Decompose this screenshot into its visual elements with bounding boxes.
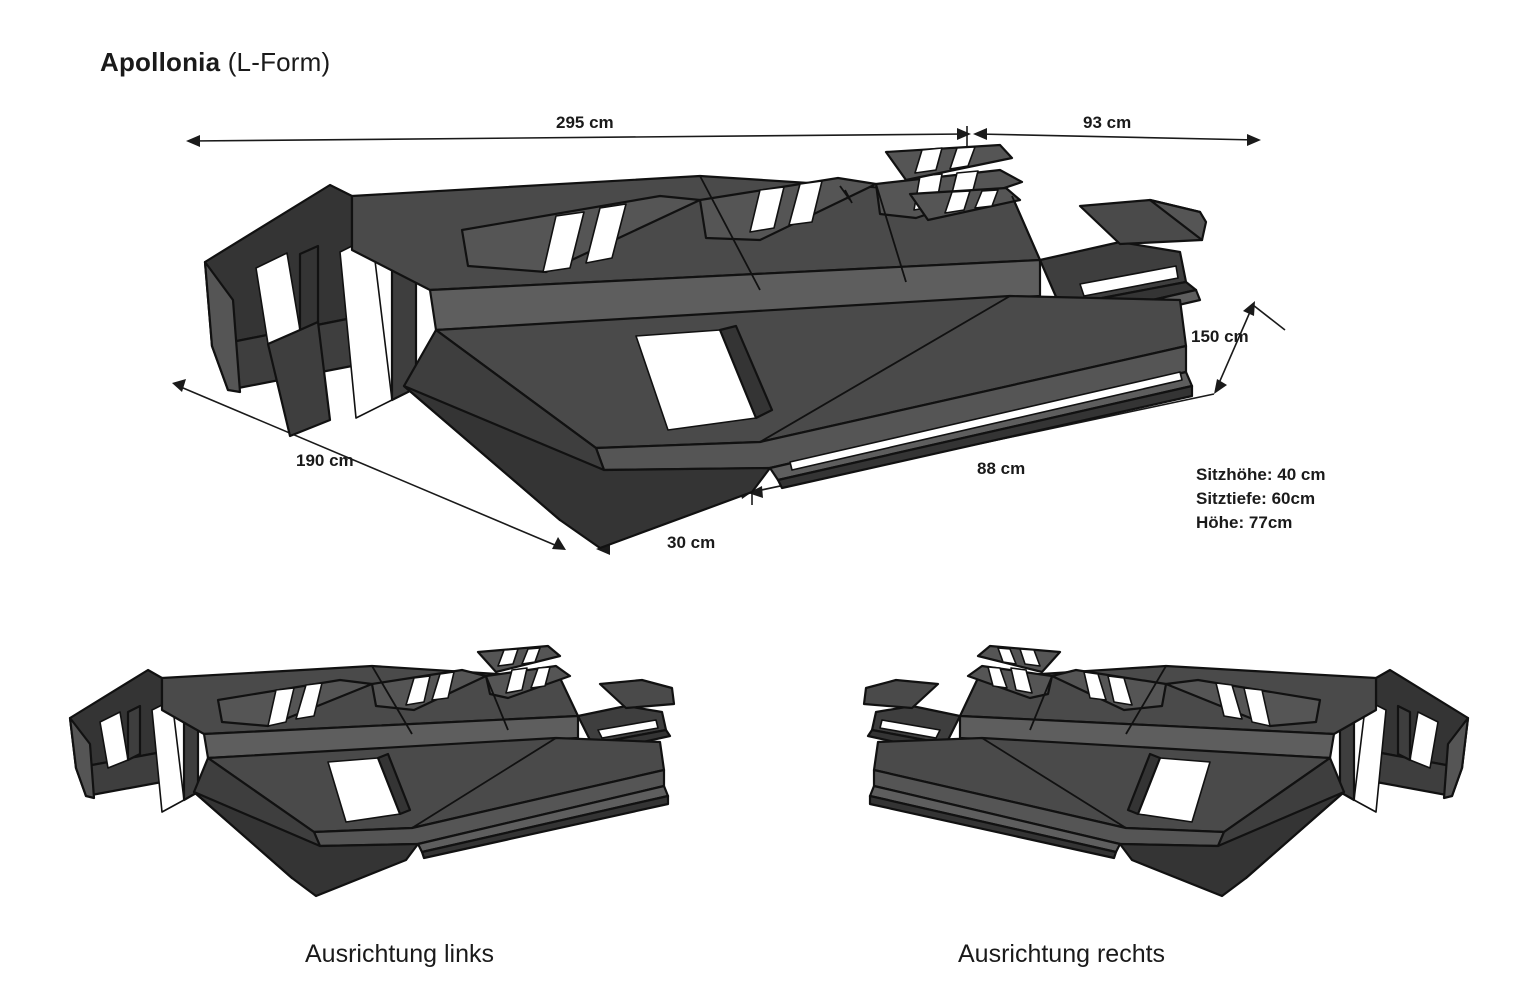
spec-seat-depth	[1196, 487, 1325, 511]
spec-total-height-label: Höhe:	[1196, 513, 1245, 532]
variant-right-illustration	[864, 646, 1468, 896]
dimension-label-front-short: 30 cm	[667, 533, 716, 552]
dimension-label-front-run: 88 cm	[977, 459, 1026, 478]
dimension-label-depth-right: 150 cm	[1191, 327, 1249, 346]
product-shape: (L-Form)	[227, 47, 331, 77]
spec-seat-height-label: Sitzhöhe:	[1196, 465, 1273, 484]
spec-seat-height	[1196, 463, 1325, 487]
dimension-label-depth-left: 190 cm	[296, 451, 354, 470]
main-sofa-illustration	[205, 145, 1206, 548]
spec-total-height	[1196, 511, 1325, 535]
dimension-label-width-main: 295 cm	[556, 113, 614, 132]
variant-caption-left: Ausrichtung links	[305, 940, 494, 968]
variant-caption-right: Ausrichtung rechts	[958, 940, 1166, 968]
spec-seat-height-value: 40 cm	[1277, 465, 1326, 484]
product-name: Apollonia	[100, 47, 221, 77]
spec-seat-depth-label: Sitztiefe:	[1196, 489, 1267, 508]
specifications-block	[1196, 463, 1325, 535]
spec-total-height-value: 77cm	[1248, 513, 1293, 532]
variant-left-illustration	[70, 646, 674, 896]
spec-seat-depth-value: 60cm	[1271, 489, 1316, 508]
dimension-label-width-side: 93 cm	[1083, 113, 1132, 132]
